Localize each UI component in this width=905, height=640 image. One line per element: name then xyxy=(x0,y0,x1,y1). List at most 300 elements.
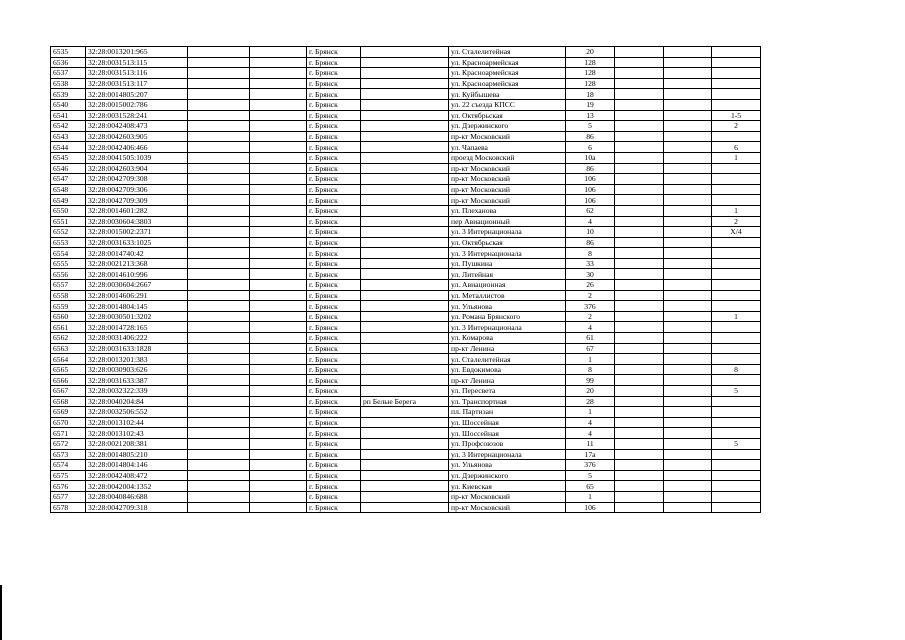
apartment-cell xyxy=(712,343,761,354)
table-row xyxy=(51,301,761,312)
apartment-cell xyxy=(712,47,761,58)
cadastral-number-cell: 32:28:0014805:207 xyxy=(86,89,188,100)
empty-col-b-cell xyxy=(250,280,307,291)
table-row xyxy=(51,152,761,163)
empty-col-d-cell xyxy=(664,364,712,375)
table-row xyxy=(51,205,761,216)
empty-col-b-cell xyxy=(250,491,307,502)
settlement-cell xyxy=(361,131,449,142)
table-row xyxy=(51,258,761,269)
apartment-cell xyxy=(712,491,761,502)
street-cell: ул. Дзержинского xyxy=(449,470,566,481)
table-body xyxy=(51,47,761,513)
cadastral-number-cell: 32:28:0031513:117 xyxy=(86,78,188,89)
apartment-cell xyxy=(712,195,761,206)
empty-col-d-cell xyxy=(664,163,712,174)
house-number-cell: 128 xyxy=(566,78,615,89)
table-row xyxy=(51,248,761,259)
apartment-cell xyxy=(712,449,761,460)
settlement-cell xyxy=(361,269,449,280)
empty-col-d-cell xyxy=(664,184,712,195)
empty-col-d-cell xyxy=(664,311,712,322)
city-cell: г. Брянск xyxy=(307,110,361,121)
table-row xyxy=(51,354,761,365)
house-number-cell: 2 xyxy=(566,290,615,301)
empty-col-b-cell xyxy=(250,227,307,238)
empty-col-b-cell xyxy=(250,110,307,121)
empty-col-d-cell xyxy=(664,131,712,142)
row-number-cell: 6562 xyxy=(51,333,86,344)
city-cell: г. Брянск xyxy=(307,375,361,386)
empty-col-d-cell xyxy=(664,142,712,153)
street-cell: ул. Профсоюзов xyxy=(449,438,566,449)
row-number-cell: 6546 xyxy=(51,163,86,174)
row-number-cell: 6551 xyxy=(51,216,86,227)
empty-col-d-cell xyxy=(664,258,712,269)
empty-col-b-cell xyxy=(250,470,307,481)
empty-col-d-cell xyxy=(664,152,712,163)
house-number-cell: 4 xyxy=(566,322,615,333)
cadastral-number-cell: 32:28:0032506:552 xyxy=(86,407,188,418)
empty-col-d-cell xyxy=(664,491,712,502)
empty-col-d-cell xyxy=(664,301,712,312)
city-cell: г. Брянск xyxy=(307,449,361,460)
cadastral-number-cell: 32:28:0040204:84 xyxy=(86,396,188,407)
row-number-cell: 6564 xyxy=(51,354,86,365)
house-number-cell: 20 xyxy=(566,386,615,397)
house-number-cell: 106 xyxy=(566,502,615,513)
apartment-cell xyxy=(712,417,761,428)
empty-col-c-cell xyxy=(615,322,664,333)
house-number-cell: 20 xyxy=(566,47,615,58)
house-number-cell: 5 xyxy=(566,470,615,481)
empty-col-a-cell xyxy=(188,290,250,301)
empty-col-b-cell xyxy=(250,364,307,375)
settlement-cell xyxy=(361,57,449,68)
street-cell: ул. Сталелитейная xyxy=(449,354,566,365)
cadastral-number-cell: 32:28:0040846:688 xyxy=(86,491,188,502)
empty-col-b-cell xyxy=(250,237,307,248)
settlement-cell xyxy=(361,470,449,481)
city-cell: г. Брянск xyxy=(307,460,361,471)
apartment-cell xyxy=(712,481,761,492)
street-cell: ул. Комарова xyxy=(449,333,566,344)
street-cell: ул. Дзержинского xyxy=(449,121,566,132)
empty-col-d-cell xyxy=(664,386,712,397)
apartment-cell xyxy=(712,460,761,471)
registry-table xyxy=(50,46,761,513)
row-number-cell: 6559 xyxy=(51,301,86,312)
house-number-cell: 8 xyxy=(566,248,615,259)
row-number-cell: 6540 xyxy=(51,99,86,110)
table-row xyxy=(51,460,761,471)
city-cell: г. Брянск xyxy=(307,333,361,344)
settlement-cell xyxy=(361,121,449,132)
table-row xyxy=(51,396,761,407)
empty-col-a-cell xyxy=(188,343,250,354)
apartment-cell: 1 xyxy=(712,205,761,216)
empty-col-b-cell xyxy=(250,68,307,79)
apartment-cell xyxy=(712,280,761,291)
cadastral-number-cell: 32:28:0042408:472 xyxy=(86,470,188,481)
empty-col-d-cell xyxy=(664,428,712,439)
city-cell: г. Брянск xyxy=(307,491,361,502)
settlement-cell xyxy=(361,78,449,89)
empty-col-c-cell xyxy=(615,142,664,153)
empty-col-c-cell xyxy=(615,301,664,312)
empty-col-a-cell xyxy=(188,237,250,248)
empty-col-a-cell xyxy=(188,152,250,163)
settlement-cell xyxy=(361,237,449,248)
empty-col-a-cell xyxy=(188,68,250,79)
street-cell: ул. 3 Интернационала xyxy=(449,248,566,259)
settlement-cell xyxy=(361,354,449,365)
house-number-cell: 65 xyxy=(566,481,615,492)
empty-col-d-cell xyxy=(664,47,712,58)
empty-col-b-cell xyxy=(250,195,307,206)
empty-col-b-cell xyxy=(250,428,307,439)
row-number-cell: 6566 xyxy=(51,375,86,386)
street-cell: ул. Пересвета xyxy=(449,386,566,397)
empty-col-a-cell xyxy=(188,78,250,89)
empty-col-a-cell xyxy=(188,47,250,58)
settlement-cell xyxy=(361,502,449,513)
street-cell: ул. Транспортная xyxy=(449,396,566,407)
apartment-cell xyxy=(712,502,761,513)
empty-col-d-cell xyxy=(664,290,712,301)
empty-col-d-cell xyxy=(664,449,712,460)
apartment-cell xyxy=(712,163,761,174)
apartment-cell xyxy=(712,184,761,195)
empty-col-b-cell xyxy=(250,205,307,216)
city-cell: г. Брянск xyxy=(307,89,361,100)
street-cell: ул. Красноармейская xyxy=(449,68,566,79)
house-number-cell: 128 xyxy=(566,57,615,68)
cadastral-number-cell: 32:28:0030501:3202 xyxy=(86,311,188,322)
settlement-cell xyxy=(361,449,449,460)
empty-col-c-cell xyxy=(615,89,664,100)
settlement-cell xyxy=(361,248,449,259)
cadastral-number-cell: 32:28:0042709:318 xyxy=(86,502,188,513)
empty-col-c-cell xyxy=(615,481,664,492)
cadastral-number-cell: 32:28:0014606:291 xyxy=(86,290,188,301)
empty-col-c-cell xyxy=(615,396,664,407)
settlement-cell xyxy=(361,195,449,206)
empty-col-b-cell xyxy=(250,163,307,174)
empty-col-d-cell xyxy=(664,89,712,100)
empty-col-a-cell xyxy=(188,110,250,121)
empty-col-a-cell xyxy=(188,142,250,153)
street-cell: пр-кт Ленина xyxy=(449,343,566,354)
row-number-cell: 6570 xyxy=(51,417,86,428)
empty-col-d-cell xyxy=(664,354,712,365)
row-number-cell: 6558 xyxy=(51,290,86,301)
empty-col-d-cell xyxy=(664,57,712,68)
apartment-cell: 2 xyxy=(712,216,761,227)
empty-col-b-cell xyxy=(250,407,307,418)
cadastral-number-cell: 32:28:0031406:222 xyxy=(86,333,188,344)
street-cell: ул. Литейная xyxy=(449,269,566,280)
row-number-cell: 6568 xyxy=(51,396,86,407)
street-cell: ул. Куйбышева xyxy=(449,89,566,100)
city-cell: г. Брянск xyxy=(307,481,361,492)
apartment-cell xyxy=(712,333,761,344)
house-number-cell: 62 xyxy=(566,205,615,216)
empty-col-b-cell xyxy=(250,438,307,449)
settlement-cell xyxy=(361,163,449,174)
empty-col-d-cell xyxy=(664,481,712,492)
city-cell: г. Брянск xyxy=(307,407,361,418)
cadastral-number-cell: 32:28:0030903:626 xyxy=(86,364,188,375)
house-number-cell: 67 xyxy=(566,343,615,354)
row-number-cell: 6553 xyxy=(51,237,86,248)
row-number-cell: 6557 xyxy=(51,280,86,291)
empty-col-c-cell xyxy=(615,205,664,216)
settlement-cell xyxy=(361,438,449,449)
house-number-cell: 5 xyxy=(566,121,615,132)
table-row xyxy=(51,68,761,79)
apartment-cell: 8 xyxy=(712,364,761,375)
settlement-cell xyxy=(361,205,449,216)
house-number-cell: 4 xyxy=(566,216,615,227)
row-number-cell: 6563 xyxy=(51,343,86,354)
empty-col-c-cell xyxy=(615,110,664,121)
empty-col-c-cell xyxy=(615,195,664,206)
empty-col-b-cell xyxy=(250,301,307,312)
empty-col-c-cell xyxy=(615,364,664,375)
empty-col-d-cell xyxy=(664,407,712,418)
row-number-cell: 6572 xyxy=(51,438,86,449)
cadastral-number-cell: 32:28:0042709:308 xyxy=(86,174,188,185)
empty-col-d-cell xyxy=(664,470,712,481)
row-number-cell: 6539 xyxy=(51,89,86,100)
empty-col-d-cell xyxy=(664,502,712,513)
empty-col-a-cell xyxy=(188,470,250,481)
cadastral-number-cell: 32:28:0042709:309 xyxy=(86,195,188,206)
empty-col-a-cell xyxy=(188,375,250,386)
empty-col-b-cell xyxy=(250,290,307,301)
empty-col-c-cell xyxy=(615,417,664,428)
house-number-cell: 86 xyxy=(566,131,615,142)
row-number-cell: 6550 xyxy=(51,205,86,216)
empty-col-a-cell xyxy=(188,174,250,185)
row-number-cell: 6576 xyxy=(51,481,86,492)
cadastral-number-cell: 32:28:0030604:2667 xyxy=(86,280,188,291)
city-cell: г. Брянск xyxy=(307,99,361,110)
empty-col-d-cell xyxy=(664,237,712,248)
house-number-cell: 376 xyxy=(566,460,615,471)
row-number-cell: 6542 xyxy=(51,121,86,132)
empty-col-b-cell xyxy=(250,216,307,227)
empty-col-c-cell xyxy=(615,258,664,269)
city-cell: г. Брянск xyxy=(307,428,361,439)
empty-col-c-cell xyxy=(615,438,664,449)
empty-col-c-cell xyxy=(615,460,664,471)
cadastral-number-cell: 32:28:0021208:381 xyxy=(86,438,188,449)
apartment-cell: 2 xyxy=(712,121,761,132)
apartment-cell xyxy=(712,428,761,439)
settlement-cell xyxy=(361,99,449,110)
empty-col-d-cell xyxy=(664,205,712,216)
settlement-cell xyxy=(361,152,449,163)
cadastral-number-cell: 32:28:0013201:965 xyxy=(86,47,188,58)
street-cell: ул. Октябрьская xyxy=(449,237,566,248)
empty-col-b-cell xyxy=(250,449,307,460)
row-number-cell: 6549 xyxy=(51,195,86,206)
empty-col-d-cell xyxy=(664,248,712,259)
table-row xyxy=(51,502,761,513)
settlement-cell xyxy=(361,407,449,418)
empty-col-d-cell xyxy=(664,216,712,227)
empty-col-d-cell xyxy=(664,269,712,280)
empty-col-a-cell xyxy=(188,502,250,513)
table-row xyxy=(51,311,761,322)
empty-col-c-cell xyxy=(615,184,664,195)
empty-col-b-cell xyxy=(250,311,307,322)
apartment-cell: 5 xyxy=(712,438,761,449)
city-cell: г. Брянск xyxy=(307,47,361,58)
street-cell: пр-кт Московский xyxy=(449,174,566,185)
empty-col-c-cell xyxy=(615,386,664,397)
house-number-cell: 4 xyxy=(566,428,615,439)
apartment-cell xyxy=(712,248,761,259)
street-cell: проезд Московский xyxy=(449,152,566,163)
cadastral-number-cell: 32:28:0042603:904 xyxy=(86,163,188,174)
empty-col-c-cell xyxy=(615,68,664,79)
street-cell: пр-кт Московский xyxy=(449,502,566,513)
empty-col-a-cell xyxy=(188,269,250,280)
house-number-cell: 19 xyxy=(566,99,615,110)
settlement-cell xyxy=(361,428,449,439)
house-number-cell: 106 xyxy=(566,184,615,195)
apartment-cell: 1 xyxy=(712,311,761,322)
empty-col-a-cell xyxy=(188,216,250,227)
settlement-cell: рп Белые Берега xyxy=(361,396,449,407)
street-cell: ул. 3 Интернационала xyxy=(449,449,566,460)
table-row xyxy=(51,237,761,248)
settlement-cell xyxy=(361,174,449,185)
empty-col-c-cell xyxy=(615,57,664,68)
table-row xyxy=(51,290,761,301)
cadastral-number-cell: 32:28:0014805:210 xyxy=(86,449,188,460)
empty-col-c-cell xyxy=(615,237,664,248)
cadastral-number-cell: 32:28:0015002:786 xyxy=(86,99,188,110)
empty-col-a-cell xyxy=(188,131,250,142)
empty-col-a-cell xyxy=(188,428,250,439)
table-row xyxy=(51,322,761,333)
street-cell: ул. Евдокимова xyxy=(449,364,566,375)
empty-col-c-cell xyxy=(615,269,664,280)
city-cell: г. Брянск xyxy=(307,354,361,365)
city-cell: г. Брянск xyxy=(307,280,361,291)
settlement-cell xyxy=(361,343,449,354)
apartment-cell xyxy=(712,78,761,89)
cadastral-number-cell: 32:28:0021213:368 xyxy=(86,258,188,269)
settlement-cell xyxy=(361,89,449,100)
apartment-cell xyxy=(712,396,761,407)
house-number-cell: 376 xyxy=(566,301,615,312)
empty-col-a-cell xyxy=(188,258,250,269)
row-number-cell: 6554 xyxy=(51,248,86,259)
street-cell: ул. Сталелитейная xyxy=(449,47,566,58)
empty-col-b-cell xyxy=(250,417,307,428)
settlement-cell xyxy=(361,301,449,312)
empty-col-d-cell xyxy=(664,174,712,185)
empty-col-b-cell xyxy=(250,99,307,110)
empty-col-b-cell xyxy=(250,47,307,58)
empty-col-c-cell xyxy=(615,333,664,344)
row-number-cell: 6536 xyxy=(51,57,86,68)
table-row xyxy=(51,364,761,375)
table-row xyxy=(51,174,761,185)
empty-col-b-cell xyxy=(250,333,307,344)
apartment-cell xyxy=(712,301,761,312)
city-cell: г. Брянск xyxy=(307,290,361,301)
empty-col-b-cell xyxy=(250,396,307,407)
street-cell: ул. Ульянова xyxy=(449,460,566,471)
table-row xyxy=(51,333,761,344)
row-number-cell: 6573 xyxy=(51,449,86,460)
cadastral-number-cell: 32:28:0013201:383 xyxy=(86,354,188,365)
city-cell: г. Брянск xyxy=(307,195,361,206)
empty-col-a-cell xyxy=(188,491,250,502)
table-row xyxy=(51,280,761,291)
apartment-cell xyxy=(712,99,761,110)
empty-col-c-cell xyxy=(615,78,664,89)
apartment-cell xyxy=(712,407,761,418)
row-number-cell: 6537 xyxy=(51,68,86,79)
settlement-cell xyxy=(361,491,449,502)
house-number-cell: 11 xyxy=(566,438,615,449)
row-number-cell: 6547 xyxy=(51,174,86,185)
apartment-cell: X/4 xyxy=(712,227,761,238)
house-number-cell: 10 xyxy=(566,227,615,238)
house-number-cell: 86 xyxy=(566,237,615,248)
empty-col-a-cell xyxy=(188,386,250,397)
table-row xyxy=(51,269,761,280)
city-cell: г. Брянск xyxy=(307,502,361,513)
empty-col-c-cell xyxy=(615,99,664,110)
table-row xyxy=(51,407,761,418)
empty-col-b-cell xyxy=(250,460,307,471)
city-cell: г. Брянск xyxy=(307,152,361,163)
house-number-cell: 61 xyxy=(566,333,615,344)
house-number-cell: 8 xyxy=(566,364,615,375)
table-row xyxy=(51,216,761,227)
cadastral-number-cell: 32:28:0014728:165 xyxy=(86,322,188,333)
empty-col-a-cell xyxy=(188,227,250,238)
empty-col-b-cell xyxy=(250,78,307,89)
row-number-cell: 6561 xyxy=(51,322,86,333)
empty-col-d-cell xyxy=(664,68,712,79)
empty-col-b-cell xyxy=(250,258,307,269)
house-number-cell: 4 xyxy=(566,417,615,428)
apartment-cell: 5 xyxy=(712,386,761,397)
cadastral-number-cell: 32:28:0015002:2371 xyxy=(86,227,188,238)
table-row xyxy=(51,227,761,238)
apartment-cell xyxy=(712,269,761,280)
empty-col-d-cell xyxy=(664,343,712,354)
table-row xyxy=(51,481,761,492)
settlement-cell xyxy=(361,386,449,397)
settlement-cell xyxy=(361,68,449,79)
empty-col-a-cell xyxy=(188,417,250,428)
empty-col-a-cell xyxy=(188,364,250,375)
apartment-cell xyxy=(712,237,761,248)
table-row xyxy=(51,428,761,439)
street-cell: ул. Чапаева xyxy=(449,142,566,153)
apartment-cell xyxy=(712,57,761,68)
